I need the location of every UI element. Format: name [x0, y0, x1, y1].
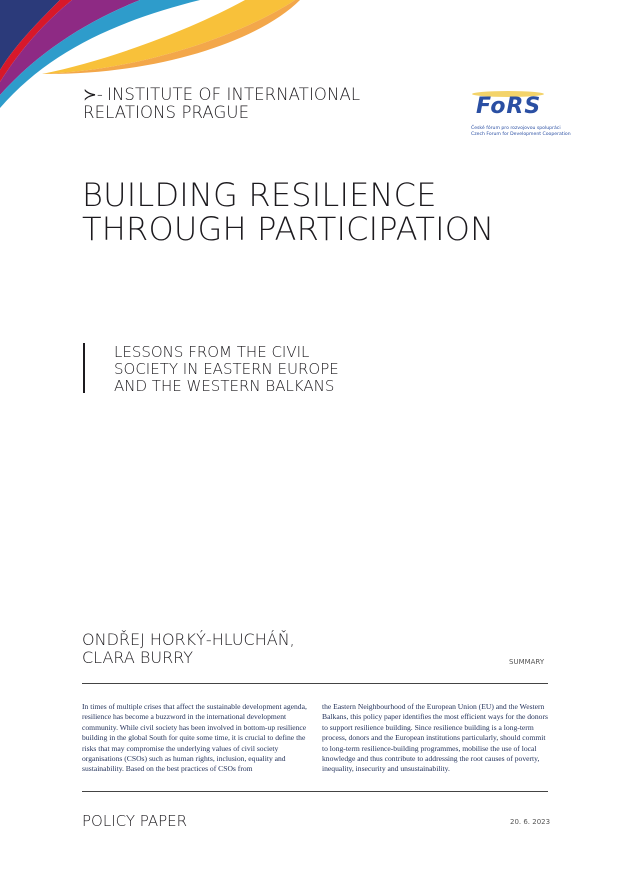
title-line-1: BUILDING RESILIENCE — [82, 176, 437, 214]
fors-logo — [468, 86, 571, 142]
fors-logo-word: FoRS — [476, 94, 542, 119]
subtitle-accent-bar — [83, 343, 85, 393]
fors-subtitle-en: Czech Forum for Development Cooperation — [471, 132, 571, 137]
section-label: SUMMARY — [509, 658, 545, 666]
title-line-2: THROUGH PARTICIPATION — [82, 210, 495, 248]
institute-name-line1: INSTITUTE OF INTERNATIONAL — [106, 85, 361, 104]
subtitle-line: SOCIETY IN EASTERN EUROPE — [114, 360, 339, 378]
divider — [82, 791, 548, 792]
summary-column-1: In times of multiple crises that affect the sustainable development agenda, resilience has become a buzzword in the international development community. While civil society has been involved in bottom-up resilience building in the global South for quite some time, it is crucial to define the risks that may compromise the underlying values of civil society organisations (CSOs) such as human rights, inclusion, equality and sustainability. Based on the best practices of CSOs from — [82, 702, 307, 774]
subtitle-line: LESSONS FROM THE CIVIL — [114, 343, 310, 361]
chevron-mark-icon: ≻- — [83, 85, 103, 104]
divider — [82, 683, 548, 684]
document-type: POLICY PAPER — [82, 812, 188, 830]
publication-date: 20. 6. 2023 — [510, 818, 551, 826]
author: ONDŘEJ HORKÝ-HLUCHÁŇ, — [82, 630, 295, 649]
subtitle-line: AND THE WESTERN BALKANS — [114, 377, 335, 395]
institute-logo — [83, 86, 360, 122]
author: CLARA BURRY — [82, 648, 194, 667]
authors — [82, 631, 295, 667]
fors-subtitle-cz: České fórum pro rozvojovou spolupráci — [471, 126, 561, 131]
summary-column-2: the Eastern Neighbourhood of the European Union (EU) and the Western Balkans, this policy paper identifies the most efficient ways for the donors to support resilience building. Since resilience building is a long-term process, donors and the European institutions particularly, should commit to long-term resilience-building programmes, mobilise the use of local knowledge and thus contribute to addressing the root causes of poverty, inequality, insecurity and unsustainability. — [322, 702, 548, 774]
institute-name-line2: RELATIONS PRAGUE — [83, 103, 250, 122]
document-title — [82, 178, 494, 246]
document-subtitle — [114, 344, 339, 395]
